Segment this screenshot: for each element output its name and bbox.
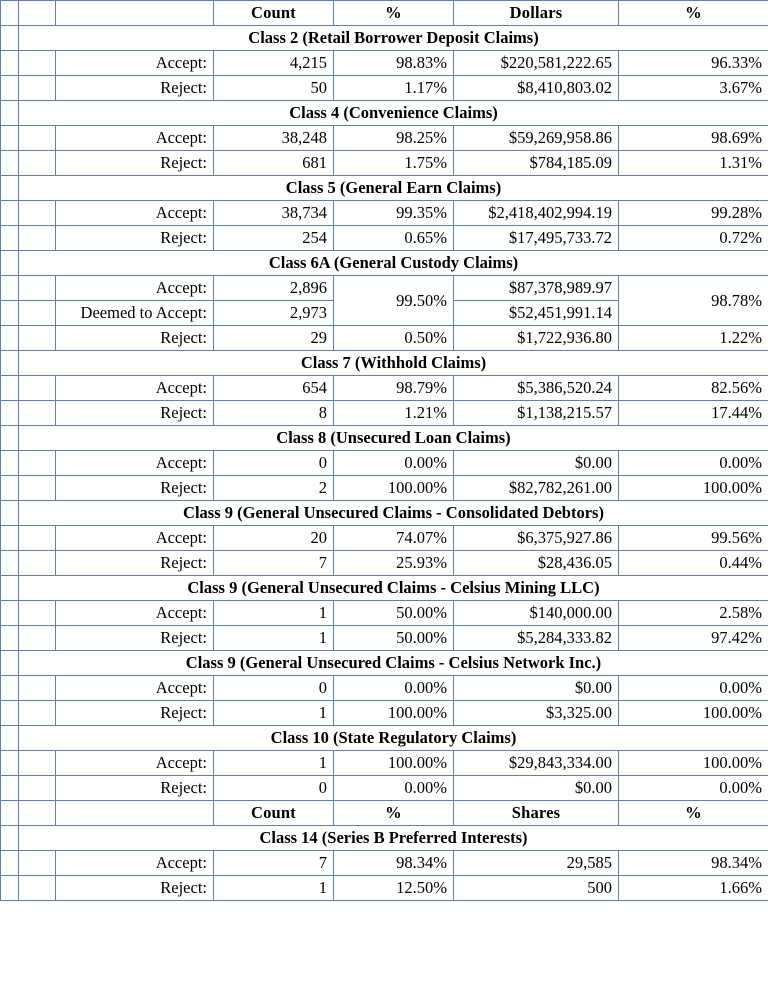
- percent-amount-value: 100.00%: [619, 701, 768, 726]
- row-gutter-cell: [1, 851, 19, 876]
- row-label: Reject:: [56, 551, 214, 576]
- table-row: [1, 851, 768, 876]
- header-spacer-cell: [19, 801, 56, 826]
- row-indent-cell: [19, 601, 56, 626]
- percent-amount-value: 0.72%: [619, 226, 768, 251]
- percent-amount-value: 1.31%: [619, 151, 768, 176]
- table-row: [1, 626, 768, 651]
- table-header-row: [1, 1, 768, 26]
- row-indent-cell: [19, 376, 56, 401]
- count-value: 1: [214, 876, 334, 901]
- percent-amount-value: 1.66%: [619, 876, 768, 901]
- row-gutter-cell: [1, 726, 19, 751]
- class-section-row: [1, 351, 768, 376]
- amount-value: $87,378,989.97: [454, 276, 619, 301]
- percent-count-value: 74.07%: [334, 526, 454, 551]
- percent-count-value: 12.50%: [334, 876, 454, 901]
- row-indent-cell: [19, 676, 56, 701]
- row-label: Reject:: [56, 76, 214, 101]
- amount-value: $82,782,261.00: [454, 476, 619, 501]
- percent-count-value: 100.00%: [334, 701, 454, 726]
- percent-amount-value: 0.00%: [619, 776, 768, 801]
- class-section-row: [1, 26, 768, 51]
- percent-amount-value: 2.58%: [619, 601, 768, 626]
- table-row: [1, 276, 768, 301]
- row-gutter-cell: [1, 651, 19, 676]
- header-spacer-cell: [56, 801, 214, 826]
- class-title: Class 10 (State Regulatory Claims): [19, 726, 768, 751]
- class-title: Class 9 (General Unsecured Claims - Celsius Network Inc.): [19, 651, 768, 676]
- row-indent-cell: [19, 476, 56, 501]
- class-section-row: [1, 176, 768, 201]
- amount-value: $1,138,215.57: [454, 401, 619, 426]
- row-indent-cell: [19, 776, 56, 801]
- count-value: 0: [214, 451, 334, 476]
- class-title: Class 8 (Unsecured Loan Claims): [19, 426, 768, 451]
- row-gutter-cell: [1, 26, 19, 51]
- column-header: %: [334, 1, 454, 26]
- row-gutter-cell: [1, 451, 19, 476]
- row-label: Deemed to Accept:: [56, 301, 214, 326]
- class-section-row: [1, 576, 768, 601]
- amount-value: $5,386,520.24: [454, 376, 619, 401]
- row-indent-cell: [19, 526, 56, 551]
- percent-count-value: 50.00%: [334, 626, 454, 651]
- row-gutter-cell: [1, 101, 19, 126]
- table-row: [1, 401, 768, 426]
- percent-amount-value: 17.44%: [619, 401, 768, 426]
- count-value: 4,215: [214, 51, 334, 76]
- row-label: Reject:: [56, 226, 214, 251]
- percent-count-value: 1.17%: [334, 76, 454, 101]
- row-indent-cell: [19, 301, 56, 326]
- percent-amount-value: 100.00%: [619, 751, 768, 776]
- percent-amount-value: 1.22%: [619, 326, 768, 351]
- row-gutter-cell: [1, 51, 19, 76]
- header-spacer-cell: [19, 1, 56, 26]
- table-row: [1, 551, 768, 576]
- count-value: 254: [214, 226, 334, 251]
- row-label: Reject:: [56, 401, 214, 426]
- row-label: Accept:: [56, 276, 214, 301]
- header-spacer-cell: [56, 1, 214, 26]
- row-indent-cell: [19, 876, 56, 901]
- row-gutter-cell: [1, 376, 19, 401]
- class-title: Class 6A (General Custody Claims): [19, 251, 768, 276]
- amount-value: $784,185.09: [454, 151, 619, 176]
- amount-value: $140,000.00: [454, 601, 619, 626]
- percent-amount-value: 100.00%: [619, 476, 768, 501]
- class-section-row: [1, 651, 768, 676]
- table-row: [1, 376, 768, 401]
- table-row: [1, 326, 768, 351]
- class-title: Class 4 (Convenience Claims): [19, 101, 768, 126]
- row-label: Accept:: [56, 851, 214, 876]
- count-value: 0: [214, 676, 334, 701]
- table-row: [1, 676, 768, 701]
- count-value: 1: [214, 701, 334, 726]
- count-value: 1: [214, 626, 334, 651]
- class-title: Class 14 (Series B Preferred Interests): [19, 826, 768, 851]
- class-title: Class 2 (Retail Borrower Deposit Claims): [19, 26, 768, 51]
- row-label: Accept:: [56, 376, 214, 401]
- row-label: Accept:: [56, 751, 214, 776]
- row-label: Reject:: [56, 776, 214, 801]
- row-gutter-cell: [1, 301, 19, 326]
- row-gutter-cell: [1, 826, 19, 851]
- class-section-row: [1, 826, 768, 851]
- row-indent-cell: [19, 276, 56, 301]
- row-gutter-cell: [1, 326, 19, 351]
- percent-count-value: 100.00%: [334, 751, 454, 776]
- percent-amount-value: 99.56%: [619, 526, 768, 551]
- amount-value: $17,495,733.72: [454, 226, 619, 251]
- class-title: Class 9 (General Unsecured Claims - Consolidated Debtors): [19, 501, 768, 526]
- table-row: [1, 526, 768, 551]
- amount-value: 500: [454, 876, 619, 901]
- row-gutter-cell: [1, 626, 19, 651]
- row-label: Reject:: [56, 876, 214, 901]
- row-gutter-cell: [1, 126, 19, 151]
- class-section-row: [1, 251, 768, 276]
- row-gutter-cell: [1, 876, 19, 901]
- percent-amount-value: 0.00%: [619, 676, 768, 701]
- row-indent-cell: [19, 76, 56, 101]
- column-header: %: [334, 801, 454, 826]
- table-row: [1, 51, 768, 76]
- row-indent-cell: [19, 401, 56, 426]
- percent-count-value: 0.65%: [334, 226, 454, 251]
- amount-value: $5,284,333.82: [454, 626, 619, 651]
- row-gutter-cell: [1, 476, 19, 501]
- percent-amount-value: 98.78%: [619, 276, 768, 326]
- row-label: Accept:: [56, 51, 214, 76]
- percent-count-value: 25.93%: [334, 551, 454, 576]
- amount-value: $59,269,958.86: [454, 126, 619, 151]
- percent-amount-value: 3.67%: [619, 76, 768, 101]
- class-title: Class 7 (Withhold Claims): [19, 351, 768, 376]
- count-value: 654: [214, 376, 334, 401]
- amount-value: $8,410,803.02: [454, 76, 619, 101]
- column-header: Count: [214, 1, 334, 26]
- row-indent-cell: [19, 701, 56, 726]
- count-value: 8: [214, 401, 334, 426]
- count-value: 1: [214, 751, 334, 776]
- percent-amount-value: 0.00%: [619, 451, 768, 476]
- count-value: 2,896: [214, 276, 334, 301]
- class-section-row: [1, 101, 768, 126]
- table-row: [1, 151, 768, 176]
- table-row: [1, 751, 768, 776]
- amount-value: $29,843,334.00: [454, 751, 619, 776]
- column-header: Dollars: [454, 1, 619, 26]
- row-label: Accept:: [56, 601, 214, 626]
- row-indent-cell: [19, 326, 56, 351]
- row-gutter-cell: [1, 351, 19, 376]
- row-label: Accept:: [56, 126, 214, 151]
- column-header: Count: [214, 801, 334, 826]
- percent-count-value: 98.34%: [334, 851, 454, 876]
- class-section-row: [1, 726, 768, 751]
- count-value: 29: [214, 326, 334, 351]
- percent-count-value: 1.21%: [334, 401, 454, 426]
- percent-count-value: 0.50%: [334, 326, 454, 351]
- percent-amount-value: 96.33%: [619, 51, 768, 76]
- count-value: 20: [214, 526, 334, 551]
- percent-count-value: 99.50%: [334, 276, 454, 326]
- percent-count-value: 0.00%: [334, 676, 454, 701]
- row-gutter-cell: [1, 426, 19, 451]
- amount-value: $0.00: [454, 451, 619, 476]
- percent-amount-value: 82.56%: [619, 376, 768, 401]
- row-label: Accept:: [56, 201, 214, 226]
- percent-count-value: 50.00%: [334, 601, 454, 626]
- row-gutter-cell: [1, 601, 19, 626]
- row-gutter-cell: [1, 176, 19, 201]
- row-label: Reject:: [56, 626, 214, 651]
- row-gutter-cell: [1, 251, 19, 276]
- class-title: Class 5 (General Earn Claims): [19, 176, 768, 201]
- row-indent-cell: [19, 226, 56, 251]
- amount-value: $220,581,222.65: [454, 51, 619, 76]
- row-label: Accept:: [56, 526, 214, 551]
- percent-count-value: 0.00%: [334, 451, 454, 476]
- count-value: 1: [214, 601, 334, 626]
- table-row: [1, 226, 768, 251]
- amount-value: $0.00: [454, 676, 619, 701]
- amount-value: $0.00: [454, 776, 619, 801]
- percent-count-value: 98.25%: [334, 126, 454, 151]
- count-value: 50: [214, 76, 334, 101]
- row-label: Reject:: [56, 151, 214, 176]
- amount-value: $6,375,927.86: [454, 526, 619, 551]
- class-section-row: [1, 426, 768, 451]
- percent-amount-value: 0.44%: [619, 551, 768, 576]
- count-value: 38,734: [214, 201, 334, 226]
- row-gutter-cell: [1, 776, 19, 801]
- count-value: 7: [214, 851, 334, 876]
- row-gutter-cell: [1, 401, 19, 426]
- count-value: 7: [214, 551, 334, 576]
- percent-amount-value: 98.34%: [619, 851, 768, 876]
- count-value: 2,973: [214, 301, 334, 326]
- percent-count-value: 99.35%: [334, 201, 454, 226]
- amount-value: $28,436.05: [454, 551, 619, 576]
- row-indent-cell: [19, 151, 56, 176]
- row-gutter-cell: [1, 151, 19, 176]
- row-gutter-cell: [1, 201, 19, 226]
- percent-count-value: 0.00%: [334, 776, 454, 801]
- row-indent-cell: [19, 201, 56, 226]
- percent-count-value: 98.83%: [334, 51, 454, 76]
- row-indent-cell: [19, 551, 56, 576]
- table-row: [1, 451, 768, 476]
- row-label: Reject:: [56, 476, 214, 501]
- column-header: %: [619, 1, 768, 26]
- table-header-row: [1, 801, 768, 826]
- count-value: 2: [214, 476, 334, 501]
- table-row: [1, 601, 768, 626]
- row-gutter-cell: [1, 751, 19, 776]
- table-row: [1, 776, 768, 801]
- row-gutter-cell: [1, 276, 19, 301]
- table-row: [1, 76, 768, 101]
- row-gutter-cell: [1, 701, 19, 726]
- row-gutter-cell: [1, 226, 19, 251]
- count-value: 681: [214, 151, 334, 176]
- amount-value: $3,325.00: [454, 701, 619, 726]
- table-body: [1, 1, 768, 901]
- row-gutter-cell: [1, 501, 19, 526]
- row-gutter-cell: [1, 676, 19, 701]
- row-indent-cell: [19, 626, 56, 651]
- row-gutter-cell: [1, 76, 19, 101]
- count-value: 38,248: [214, 126, 334, 151]
- percent-count-value: 98.79%: [334, 376, 454, 401]
- amount-value: $1,722,936.80: [454, 326, 619, 351]
- percent-amount-value: 98.69%: [619, 126, 768, 151]
- row-label: Accept:: [56, 451, 214, 476]
- percent-count-value: 100.00%: [334, 476, 454, 501]
- header-spacer-cell: [1, 801, 19, 826]
- percent-amount-value: 97.42%: [619, 626, 768, 651]
- row-gutter-cell: [1, 526, 19, 551]
- row-label: Reject:: [56, 701, 214, 726]
- column-header: %: [619, 801, 768, 826]
- table-row: [1, 701, 768, 726]
- row-indent-cell: [19, 751, 56, 776]
- percent-count-value: 1.75%: [334, 151, 454, 176]
- row-gutter-cell: [1, 576, 19, 601]
- class-section-row: [1, 501, 768, 526]
- row-label: Reject:: [56, 326, 214, 351]
- table-row: [1, 476, 768, 501]
- row-label: Accept:: [56, 676, 214, 701]
- table-row: [1, 201, 768, 226]
- row-indent-cell: [19, 851, 56, 876]
- column-header: Shares: [454, 801, 619, 826]
- amount-value: 29,585: [454, 851, 619, 876]
- row-gutter-cell: [1, 551, 19, 576]
- amount-value: $52,451,991.14: [454, 301, 619, 326]
- table-row: [1, 876, 768, 901]
- header-spacer-cell: [1, 1, 19, 26]
- table-row: [1, 126, 768, 151]
- row-indent-cell: [19, 451, 56, 476]
- class-title: Class 9 (General Unsecured Claims - Celsius Mining LLC): [19, 576, 768, 601]
- amount-value: $2,418,402,994.19: [454, 201, 619, 226]
- row-indent-cell: [19, 51, 56, 76]
- row-indent-cell: [19, 126, 56, 151]
- count-value: 0: [214, 776, 334, 801]
- percent-amount-value: 99.28%: [619, 201, 768, 226]
